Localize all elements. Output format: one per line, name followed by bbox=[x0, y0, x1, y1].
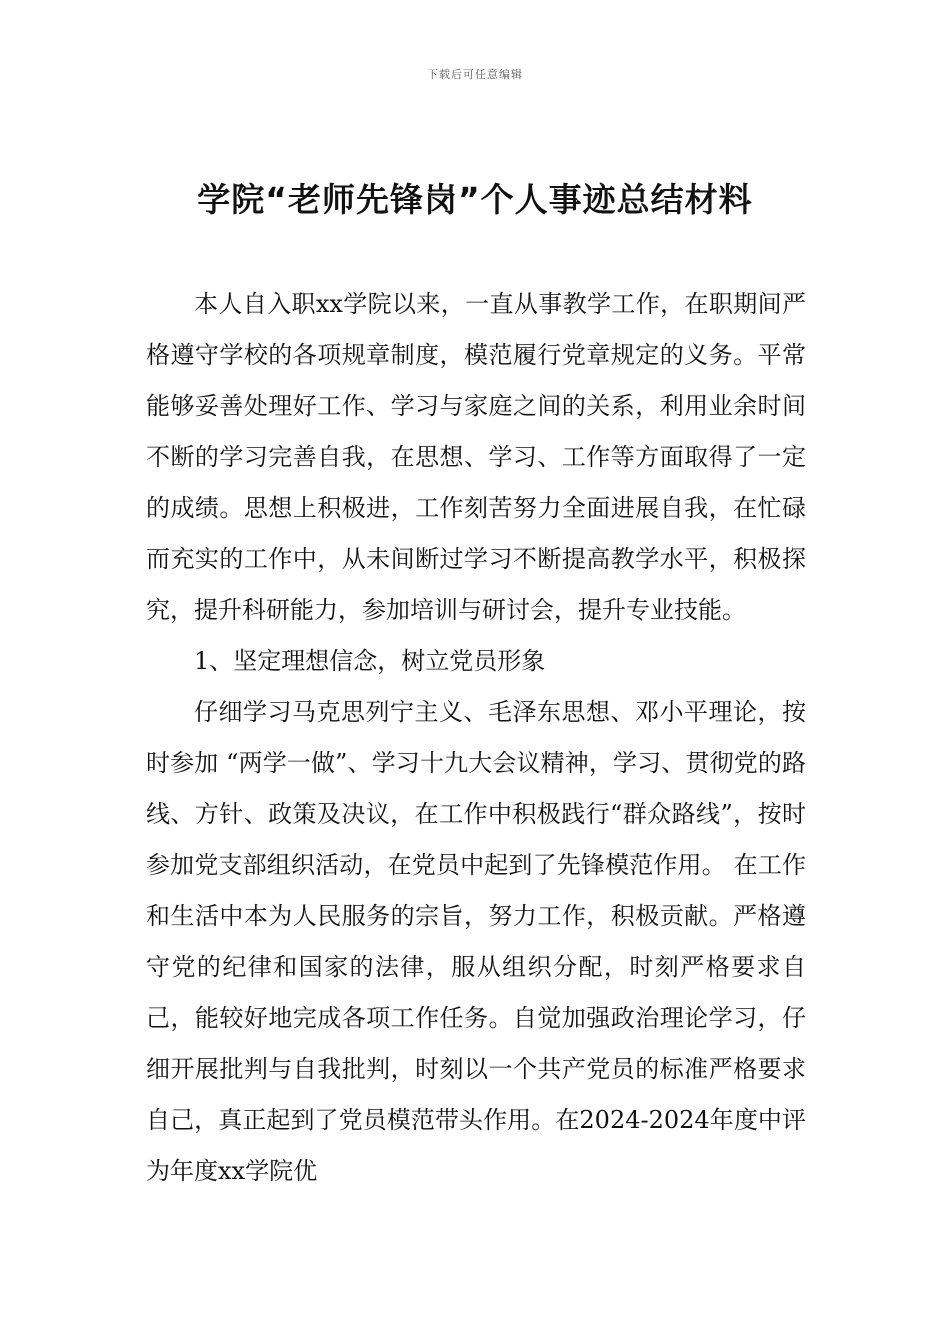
intro-paragraph: 本人自入职xx学院以来，一直从事教学工作，在职期间严格遵守学校的各项规章制度，模范履行党章规定的义务。平常能够妥善处理好工作、学习与家庭之间的关系，利用业余时间不断的学习完善自我，在思想、学习、工作等方面取得了一定的成绩。思想上积极进，工作刻苦努力全面进展自我，在忙碌而充实的工作中，从未间断过学习不断提高教学水平，积极探究，提升科研能力，参加培训与研讨会，提升专业技能。 bbox=[146, 290, 806, 624]
section-paragraph: 仔细学习马克思列宁主义、毛泽东思想、邓小平理论，按时参加 “两学一做”、学习十九大会议精神，学习、贯彻党的路线、方针、政策及决议，在工作中积极践行“群众路线”，按时参加党支部组织活动，在党员中起到了先锋模范作用。 在工作和生活中本为人民服务的宗旨，努力工作，积极贡献。严格遵守党的纪律和国家的法律，服从组织分配，时刻严格要求自己，能较好地完成各项工作任务。自觉加强政治理论学习，仔细开展批判与自我批判，时刻以一个共产党员的标准严格要求自己，真正起到了党员模范带头作用。在2024-2024年度中评为年度xx学院优 bbox=[146, 698, 806, 1185]
header-note: 下载后可任意编辑 bbox=[427, 68, 523, 81]
document-title: 学院“老师先锋岗”个人事迹总结材料 bbox=[197, 180, 753, 219]
section-heading: 1、坚定理想信念，树立党员形象 bbox=[194, 647, 546, 675]
document-body bbox=[146, 279, 806, 1197]
